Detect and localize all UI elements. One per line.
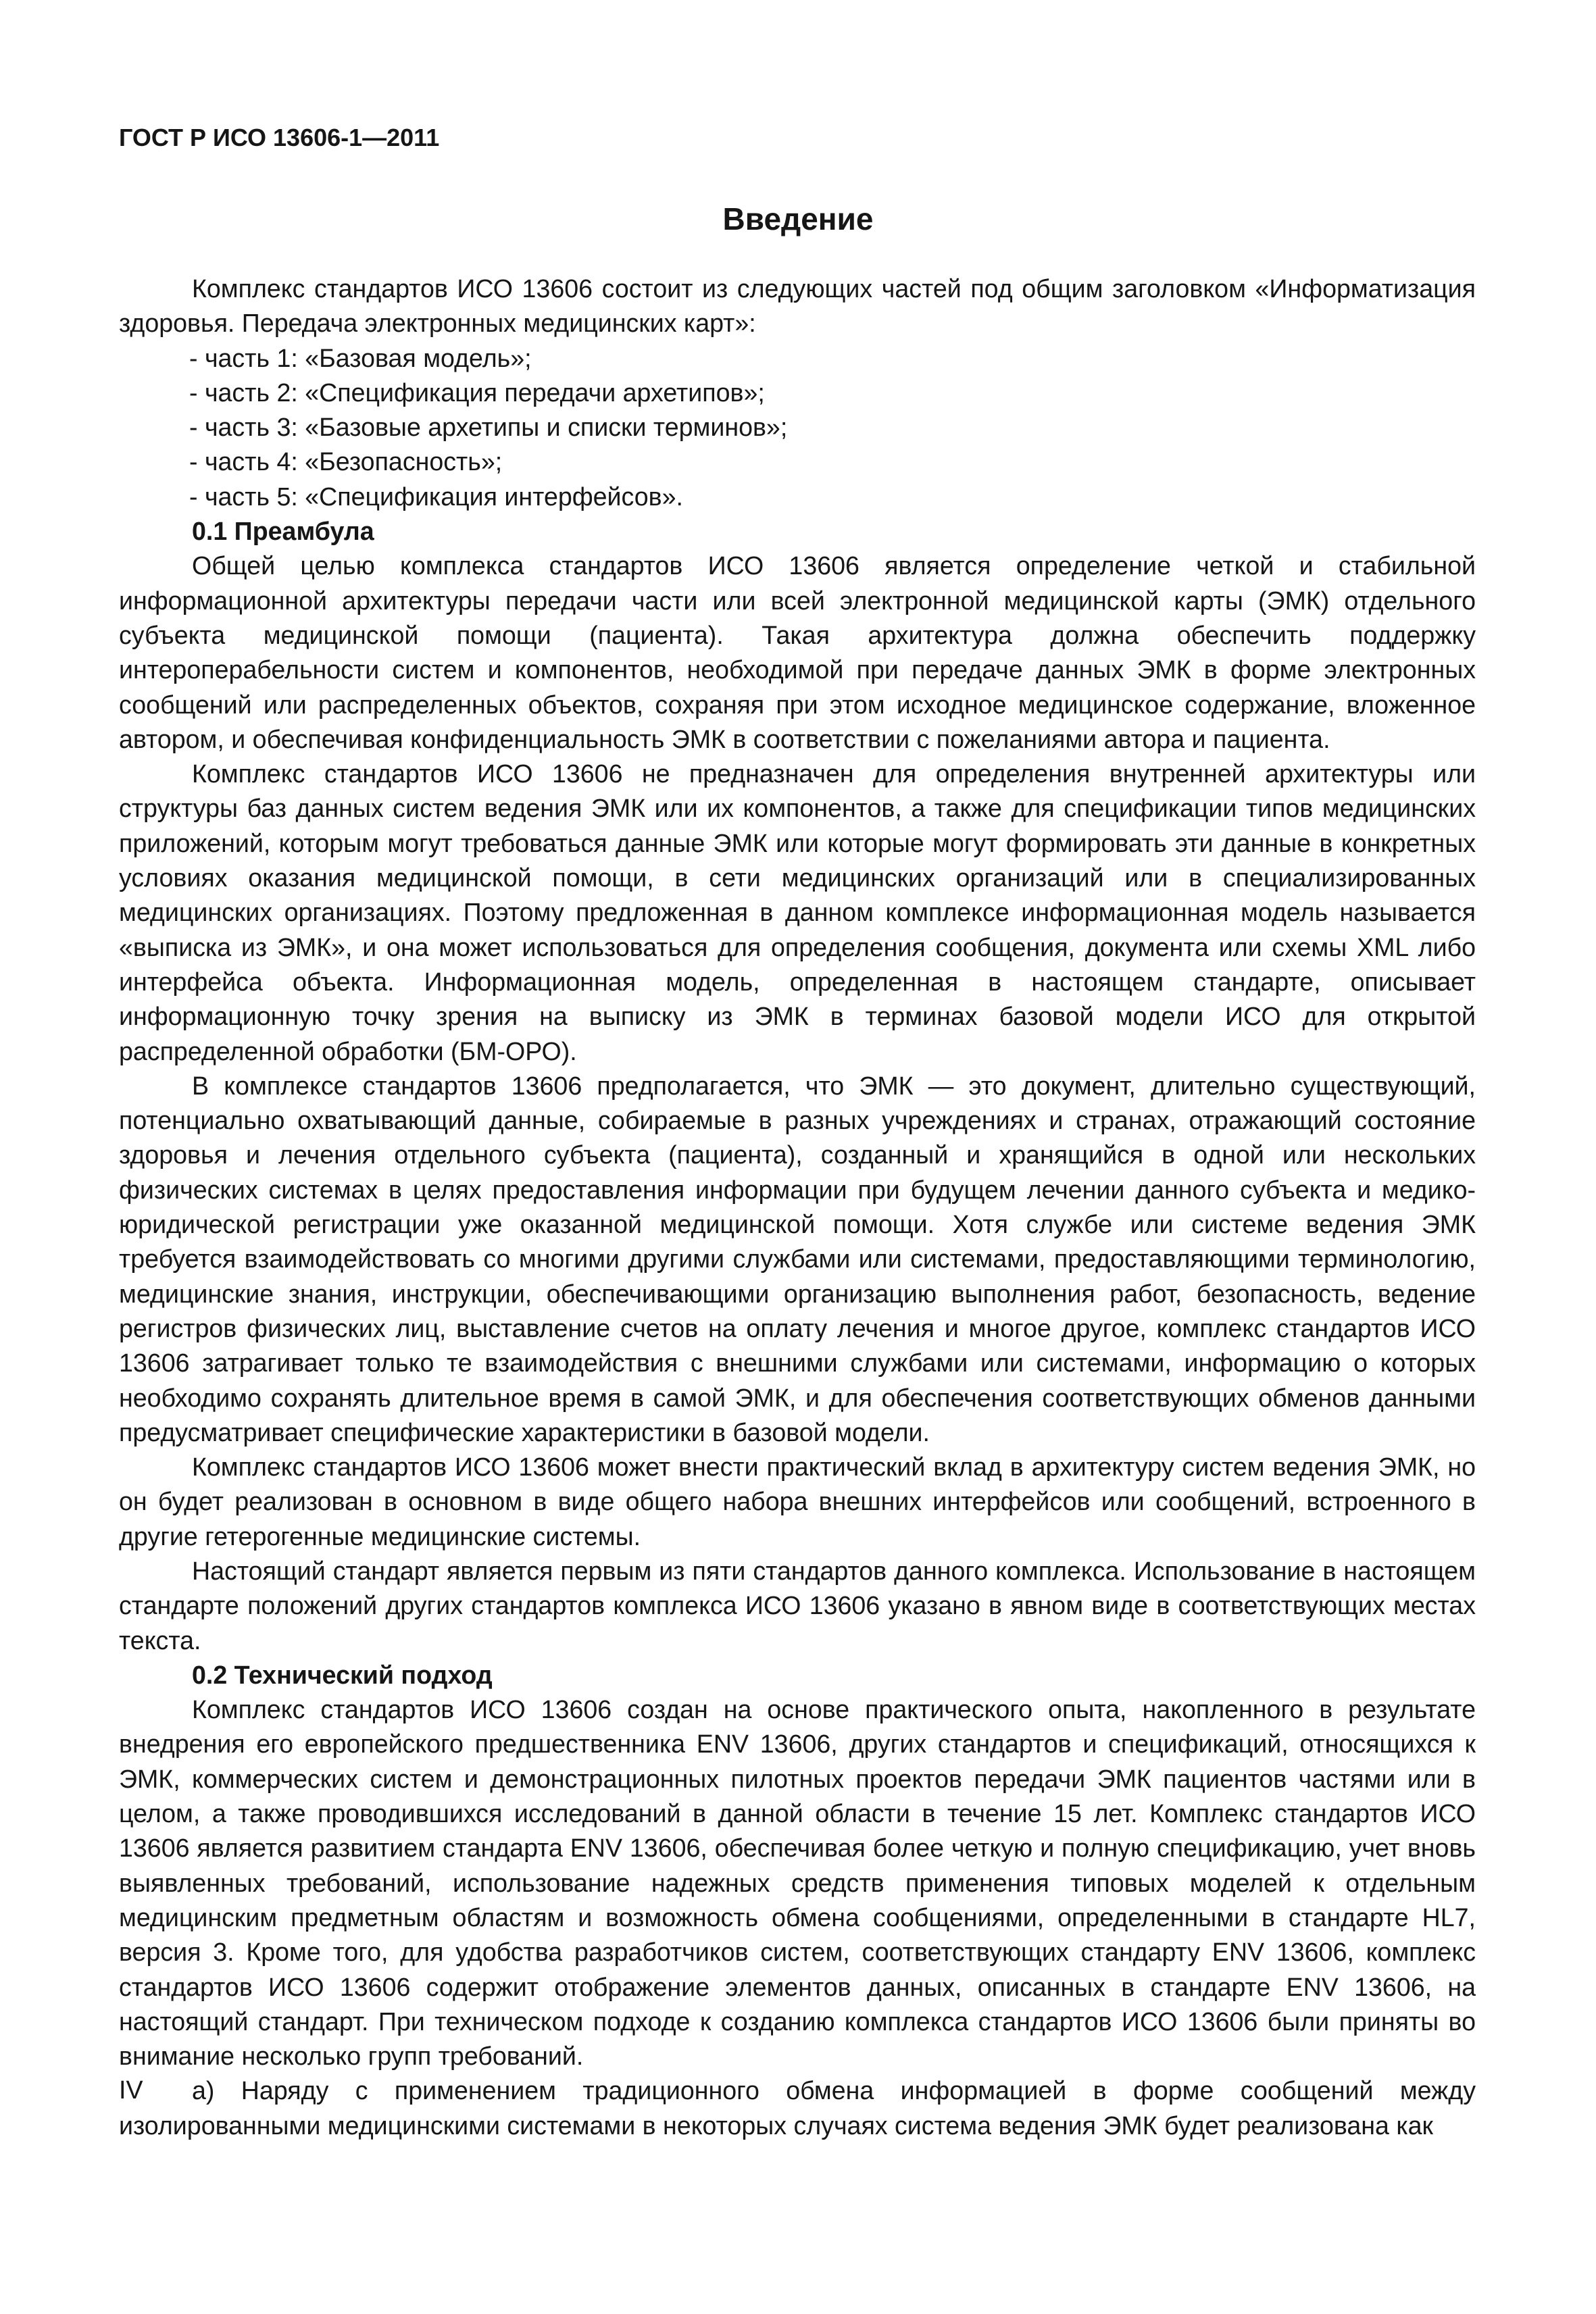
paragraph: а) Наряду с применением традиционного обмена информацией в форме сообщений между изолированными медицинскими системами в некоторых случаях система ведения ЭМК будет реализована как	[119, 2076, 1476, 2140]
paragraph: Настоящий стандарт является первым из пяти стандартов данного комплекса. Использование в настоящем стандарте положений других стандартов комплекса ИСО 13606 указано в явном виде в соответствующих местах текста.	[119, 1556, 1476, 1655]
list-item-part-5: - часть 5: «Спецификация интерфейсов».	[189, 482, 683, 511]
section-heading-preamble: 0.1 Преамбула	[192, 517, 374, 546]
document-body	[119, 272, 1476, 2143]
document-header: ГОСТ Р ИСО 13606-1—2011	[119, 124, 440, 151]
paragraph: Комплекс стандартов ИСО 13606 создан на основе практического опыта, накопленного в результате внедрения его европейского предшественника ENV 13606, других стандартов и спецификаций, относящихся к ЭМК, коммерческих систем и демонстрационных пилотных проектов передачи ЭМК пациентов частями или в целом, а также проводившихся исследований в данной области в течение 15 лет. Комплекс стандартов ИСО 13606 является развитием стандарта ENV 13606, обеспечивая более четкую и полную спецификацию, учет вновь выявленных требований, использование надежных средств применения типовых моделей к отдельным медицинским предметным областям и возможность обмена сообщениями, определенными в стандарте HL7, версия 3. Кроме того, для удобства разработчиков систем, соответствующих стандарту ENV 13606, комплекс стандартов ИСО 13606 содержит отображение элементов данных, описанных в стандарте ENV 13606, на настоящий стандарт. При техническом подходе к созданию комплекса стандартов ИСО 13606 были приняты во внимание несколько групп требований.	[119, 1695, 1476, 2071]
page-title: Введение	[722, 201, 874, 236]
paragraph: В комплексе стандартов 13606 предполагается, что ЭМК — это документ, длительно существующий, потенциально охватывающий данные, собираемые в разных учреждениях и странах, отражающий состояние здоровья и лечения отдельного субъекта (пациента), созданный и хранящийся в одной или нескольких физических системах в целях предоставления информации при будущем лечении данного субъекта и медико-юридической регистрации уже оказанной медицинской помощи. Хотя службе или системе ведения ЭМК требуется взаимодействовать со многими другими службами или системами, предоставляющими терминологию, медицинские знания, инструкции, обеспечивающими организацию выполнения работ, безопасность, ведение регистров физических лиц, выставление счетов на оплату лечения и многое другое, комплекс стандартов ИСО 13606 затрагивает только те взаимодействия с внешними службами или системами, информацию о которых необходимо сохранять длительное время в самой ЭМК, и для обеспечения соответствующих обменов данными предусматривает специфические характеристики в базовой модели.	[119, 1071, 1476, 1447]
section-heading-technical-approach: 0.2 Технический подход	[192, 1660, 493, 1689]
list-item-part-4: - часть 4: «Безопасность»;	[189, 447, 503, 476]
paragraph: Комплекс стандартов ИСО 13606 может внести практический вклад в архитектуру систем ведения ЭМК, но он будет реализован в основном в виде общего набора внешних интерфейсов или сообщений, встроенного в другие гетерогенные медицинские системы.	[119, 1453, 1476, 1551]
paragraph: Комплекс стандартов ИСО 13606 не предназначен для определения внутренней архитектуры или структуры баз данных систем ведения ЭМК или их компонентов, а также для спецификации типов медицинских приложений, которым могут требоваться данные ЭМК или которые могут формировать эти данные в конкретных условиях оказания медицинской помощи, в сети медицинских организаций или в специализированных медицинских организациях. Поэтому предложенная в данном комплексе информационная модель называется «выписка из ЭМК», и она может использоваться для определения сообщения, документа или схемы XML либо интерфейса объекта. Информационная модель, определенная в настоящем стандарте, описывает информационную точку зрения на выписку из ЭМК в терминах базовой модели ИСО для открытой распределенной обработки (БМ-ОРО).	[119, 759, 1476, 1065]
list-item-part-2: - часть 2: «Спецификация передачи архетипов»;	[189, 378, 765, 407]
intro-paragraph: Комплекс стандартов ИСО 13606 состоит из следующих частей под общим заголовком «Информатизация здоровья. Передача электронных медицинских карт»:	[119, 274, 1476, 338]
list-item-part-3: - часть 3: «Базовые архетипы и списки терминов»;	[189, 413, 788, 442]
paragraph: Общей целью комплекса стандартов ИСО 13606 является определение четкой и стабильной информационной архитектуры передачи части или всей электронной медицинской карты (ЭМК) отдельного субъекта медицинской помощи (пациента). Такая архитектура должна обеспечить поддержку интероперабельности систем и компонентов, необходимой при передаче данных ЭМК в форме электронных сообщений или распределенных объектов, сохраняя при этом исходное медицинское содержание, вложенное автором, и обеспечивая конфиденциальность ЭМК в соответствии с пожеланиями автора и пациента.	[119, 551, 1476, 753]
list-item-part-1: - часть 1: «Базовая модель»;	[189, 343, 532, 372]
page-number: IV	[119, 2076, 143, 2104]
